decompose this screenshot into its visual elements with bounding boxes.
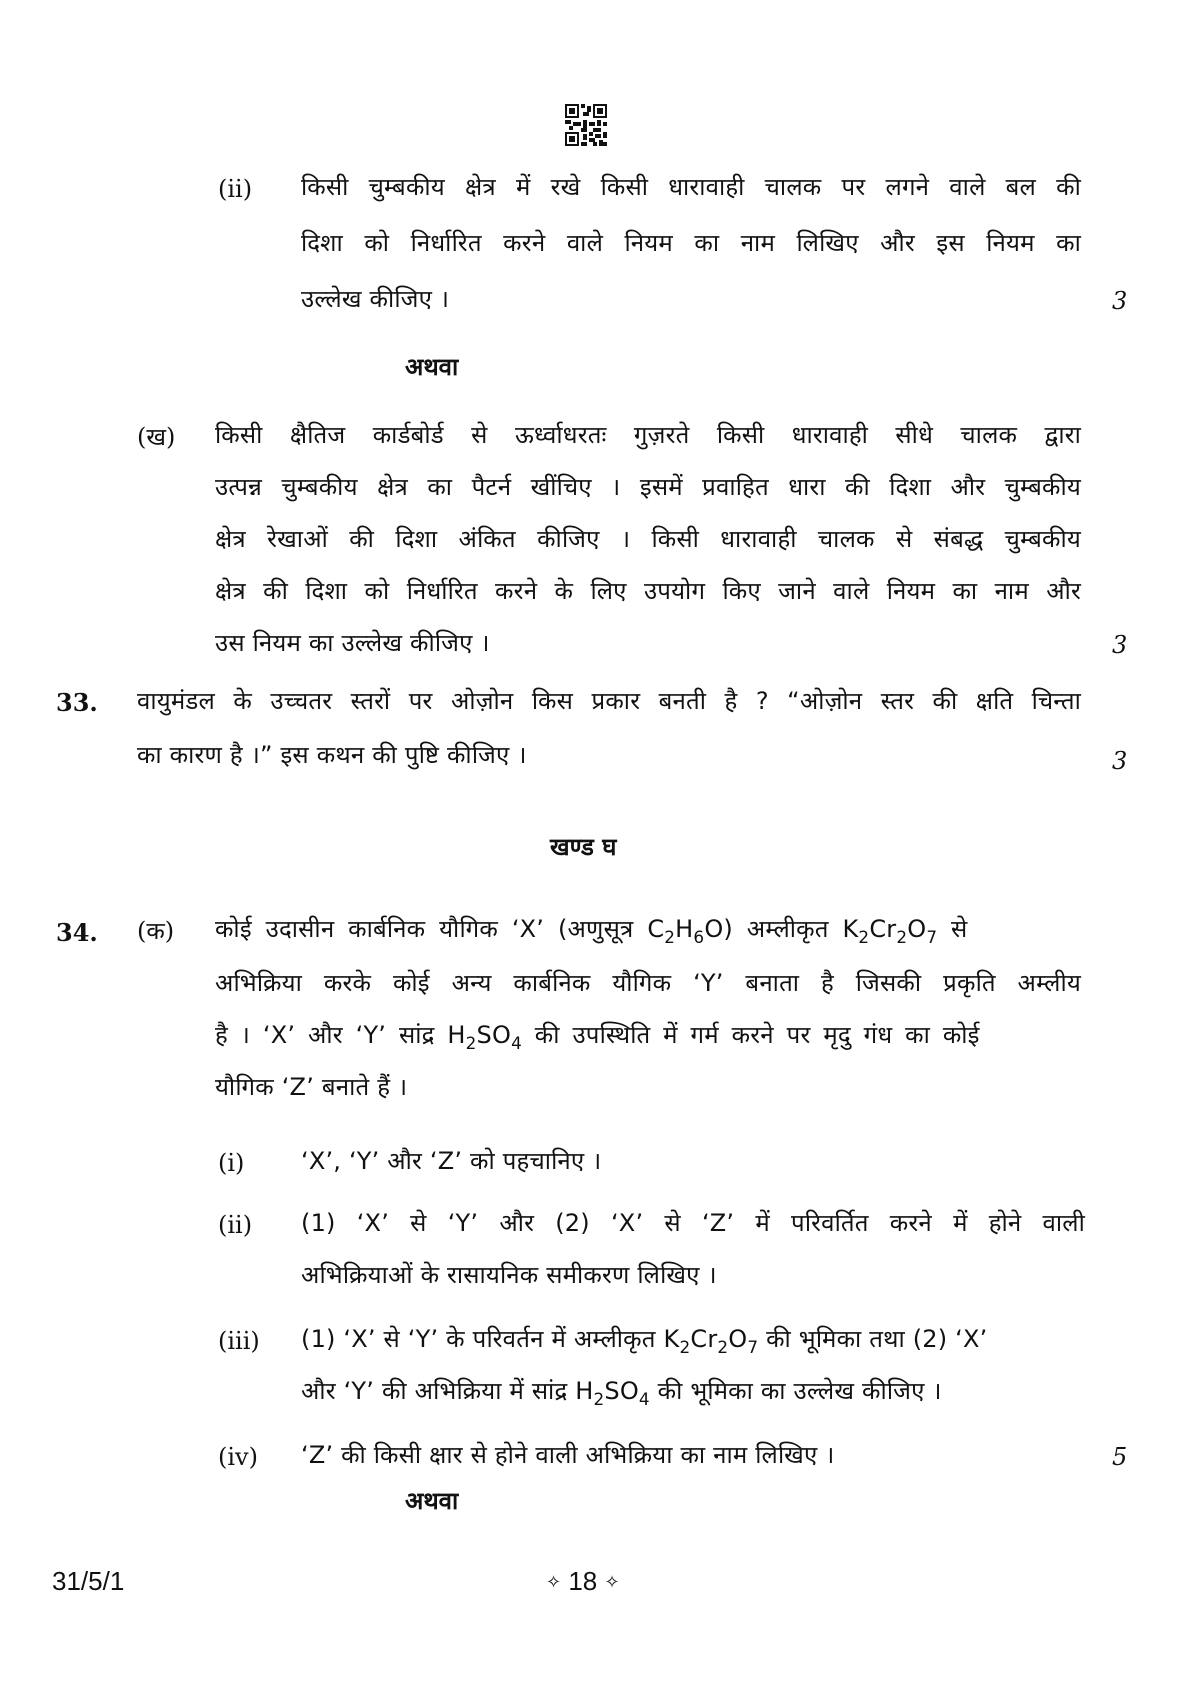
marks-q32-ii: 3: [1112, 287, 1128, 315]
q32-kha-line-4: क्षेत्र की दिशा को निर्धारित करने के लिए उपयोग किए जाने वाले नियम का नाम और: [215, 577, 1081, 605]
q32-kha-line-1: किसी क्षैतिज कार्डबोर्ड से ऊर्ध्वाधरतः गुज़रते किसी धारावाही सीधे चालक द्वारा: [215, 421, 1081, 449]
q34-ka-line-3: है । ‘X’ और ‘Y’ सांद्र $H_2SO_4$ की उपस्थिति में गर्म करने पर मृदु गंध का कोई: [215, 1021, 980, 1053]
or-heading-2: अथवा: [405, 1487, 459, 1515]
q34-iii-line-1: (1) ‘X’ से ‘Y’ के परिवर्तन में अम्लीकृत $K_2Cr_2O_7$ की भूमिका तथा (2) ‘X’: [301, 1325, 988, 1357]
part-label-ii: (ii): [218, 175, 253, 203]
part-label-kha: (ख): [137, 423, 176, 451]
q33-line-1: वायुमंडल के उच्चतर स्तरों पर ओज़ोन किस प्रकार बनती है ? “ओज़ोन स्तर की क्षति चिन्ता: [137, 687, 1081, 715]
q34-ii-line-1: (1) ‘X’ से ‘Y’ और (2) ‘X’ से ‘Z’ में परिवर्तित करने में होने वाली: [301, 1209, 1085, 1237]
q32-ii-line-1: किसी चुम्बकीय क्षेत्र में रखे किसी धारावाही चालक पर लगने वाले बल की: [301, 173, 1081, 201]
q32-ii-line-3: उल्लेख कीजिए ।: [301, 285, 450, 313]
q34-ka-line-4: यौगिक ‘Z’ बनाते हैं ।: [215, 1073, 408, 1101]
q34-ka-line-2: अभिक्रिया करके कोई अन्य कार्बनिक यौगिक ‘Y’ बनाता है जिसकी प्रकृति अम्लीय: [215, 969, 1081, 997]
sub-label-iv: (iv): [218, 1443, 258, 1471]
part-label-ka: (क): [137, 917, 175, 945]
q34-ii-line-2: अभिक्रियाओं के रासायनिक समीकरण लिखिए ।: [301, 1261, 717, 1289]
q34-ka-line-1: कोई उदासीन कार्बनिक यौगिक ‘X’ (अणुसूत्र $C_2H_6O$) अम्लीकृत $K_2Cr_2O_7$ से: [215, 915, 968, 947]
page-number: ✧ 18 ✧: [546, 1566, 620, 1596]
q32-kha-line-2: उत्पन्न चुम्बकीय क्षेत्र का पैटर्न खींचिए । इसमें प्रवाहित धारा की दिशा और चुम्बकीय: [215, 473, 1081, 501]
q32-kha-line-5: उस नियम का उल्लेख कीजिए ।: [215, 629, 490, 657]
decoration-icon: ✧: [604, 1572, 620, 1592]
marks-q32-kha: 3: [1112, 631, 1128, 659]
sub-label-i: (i): [218, 1149, 245, 1177]
sub-label-ii: (ii): [218, 1211, 253, 1239]
q33-line-2: का कारण है ।” इस कथन की पुष्टि कीजिए ।: [137, 741, 527, 769]
qr-code-icon: [565, 104, 607, 146]
q34-i-text: ‘X’, ‘Y’ और ‘Z’ को पहचानिए ।: [301, 1147, 602, 1175]
marks-q34: 5: [1112, 1443, 1128, 1471]
marks-q33: 3: [1112, 747, 1128, 775]
question-number-33: 33.: [56, 688, 98, 717]
section-heading: खण्ड घ: [550, 833, 617, 861]
q32-kha-line-3: क्षेत्र रेखाओं की दिशा अंकित कीजिए । किसी धारावाही चालक से संबद्ध चुम्बकीय: [215, 525, 1081, 553]
decoration-icon: ✧: [546, 1572, 562, 1592]
paper-code: 31/5/1: [52, 1566, 125, 1596]
or-heading: अथवा: [405, 353, 459, 381]
sub-label-iii: (iii): [218, 1327, 260, 1355]
q32-ii-line-2: दिशा को निर्धारित करने वाले नियम का नाम लिखिए और इस नियम का: [301, 229, 1081, 257]
q34-iii-line-2: और ‘Y’ की अभिक्रिया में सांद्र $H_2SO_4$ की भूमिका का उल्लेख कीजिए ।: [301, 1377, 942, 1409]
q34-iv-text: ‘Z’ की किसी क्षार से होने वाली अभिक्रिया का नाम लिखिए ।: [301, 1441, 835, 1469]
question-number-34: 34.: [56, 918, 98, 947]
